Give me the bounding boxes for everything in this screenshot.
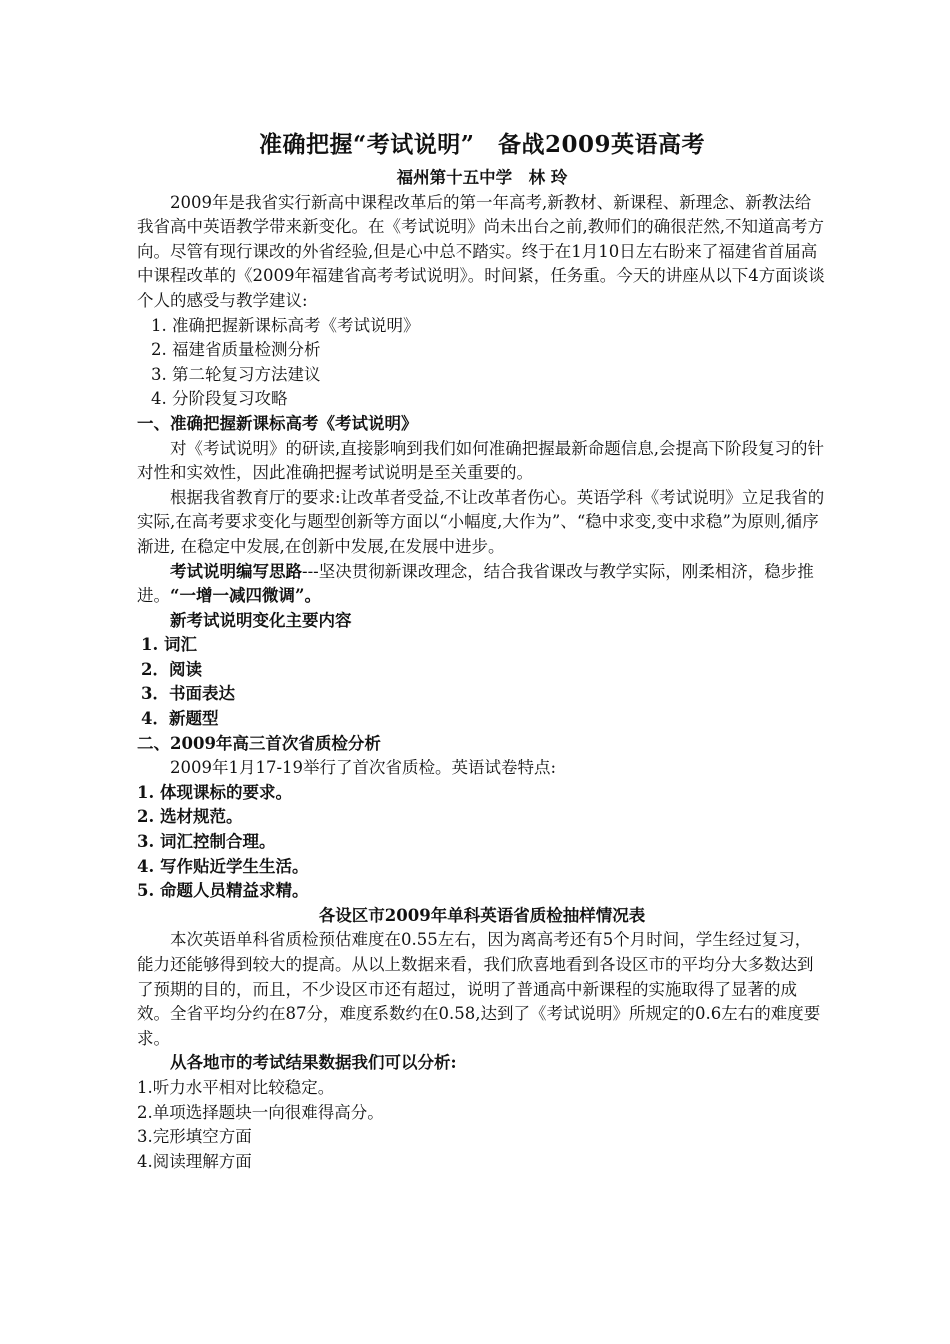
feature-item: 5. 命题人员精益求精。 xyxy=(137,881,309,901)
author-line: 福州第十五中学 林 玲 xyxy=(396,168,568,187)
feature-item: 1. 体现课标的要求。 xyxy=(137,782,292,802)
features-list xyxy=(137,781,827,904)
section1-paragraph: 根据我省教育厅的要求:让改革者受益,不让改革者伤心。英语学科《考试说明》立足我省的实际,在高考要求变化与题型创新等方面以“小幅度,大作为”、“稳中求变,变中求稳”为原则,循序渐进, 在稳定中发展,在创新中发展,在发展中进步。 xyxy=(137,487,825,556)
outline-item: 1. 准确把握新课标高考《考试说明》 xyxy=(151,315,420,335)
document-page xyxy=(137,130,827,1174)
writing-approach-tail: “一增一减四微调”。 xyxy=(170,586,321,606)
section2-paragraph: 本次英语单科省质检预估难度在0.55左右，因为离高考还有5个月时间，学生经过复习，能力还能够得到较大的提高。从以上数据来看，我们欣喜地看到各设区市的平均分大多数达到了预期的目的，而且，不少设区市还有超过，说明了普通高中新课程的实施取得了显著的成效。全省平均分约在87分，难度系数约在0.58,达到了《考试说明》所规定的0.6左右的难度要求。 xyxy=(137,930,821,1048)
feature-item: 4. 写作贴近学生生活。 xyxy=(137,856,309,876)
section1-paragraph: 对《考试说明》的研读,直接影响到我们如何准确把握最新命题信息,会提高下阶段复习的针对性和实效性，因此准确把握考试说明是至关重要的。 xyxy=(137,438,824,483)
section2-paragraph: 2009年1月17-19举行了首次省质检。英语试卷特点: xyxy=(170,758,557,778)
section2-heading: 二、2009年高三首次省质检分析 xyxy=(137,733,381,753)
section1-heading: 一、准确把握新课标高考《考试说明》 xyxy=(137,413,418,433)
intro-paragraph: 2009年是我省实行新高中课程改革后的第一年高考,新教材、新课程、新理念、新教法给我省高中英语教学带来新变化。在《考试说明》尚未出台之前,教师们的确很茫然,不知道高考方向。尽管有现行课改的外省经验,但是心中总不踏实。终于在1月10日左右盼来了福建省首届高中课程改革的《2009年福建省高考考试说明》。时间紧，任务重。今天的讲座从以下4方面谈谈个人的感受与教学建议: xyxy=(137,192,825,310)
analysis-item: 2.单项选择题块一向很难得高分。 xyxy=(137,1102,384,1122)
analysis-item: 1.听力水平相对比较稳定。 xyxy=(137,1077,335,1097)
table-title: 各设区市2009年单科英语省质检抽样情况表 xyxy=(318,905,646,925)
changes-item: 1. 词汇 xyxy=(141,635,197,655)
analysis-item: 4.阅读理解方面 xyxy=(137,1151,252,1171)
changes-item: 3．书面表达 xyxy=(141,684,235,704)
outline-item: 4. 分阶段复习攻略 xyxy=(151,389,288,409)
analysis-item: 3.完形填空方面 xyxy=(137,1127,252,1147)
outline-item: 2. 福建省质量检测分析 xyxy=(151,340,321,360)
page-title: 准确把握“考试说明” 备战2009英语高考 xyxy=(259,131,705,158)
changes-title: 新考试说明变化主要内容 xyxy=(170,610,352,630)
analysis-title: 从各地市的考试结果数据我们可以分析: xyxy=(170,1053,457,1073)
writing-approach-lead: 考试说明编写思路 xyxy=(170,561,302,581)
writing-approach-paragraph xyxy=(137,560,827,609)
feature-item: 2. 选材规范。 xyxy=(137,807,243,827)
outline-item: 3. 第二轮复习方法建议 xyxy=(151,364,321,384)
changes-item: 4．新题型 xyxy=(141,709,219,729)
writing-approach-body: ---坚决贯彻新课改理念，结合我省课改与教学实际，刚柔相济，稳步推进。 xyxy=(137,561,814,606)
analysis-list xyxy=(137,1076,827,1174)
changes-item: 2．阅读 xyxy=(141,659,202,679)
outline-list xyxy=(137,314,827,412)
feature-item: 3. 词汇控制合理。 xyxy=(137,832,276,852)
changes-list xyxy=(137,633,827,731)
